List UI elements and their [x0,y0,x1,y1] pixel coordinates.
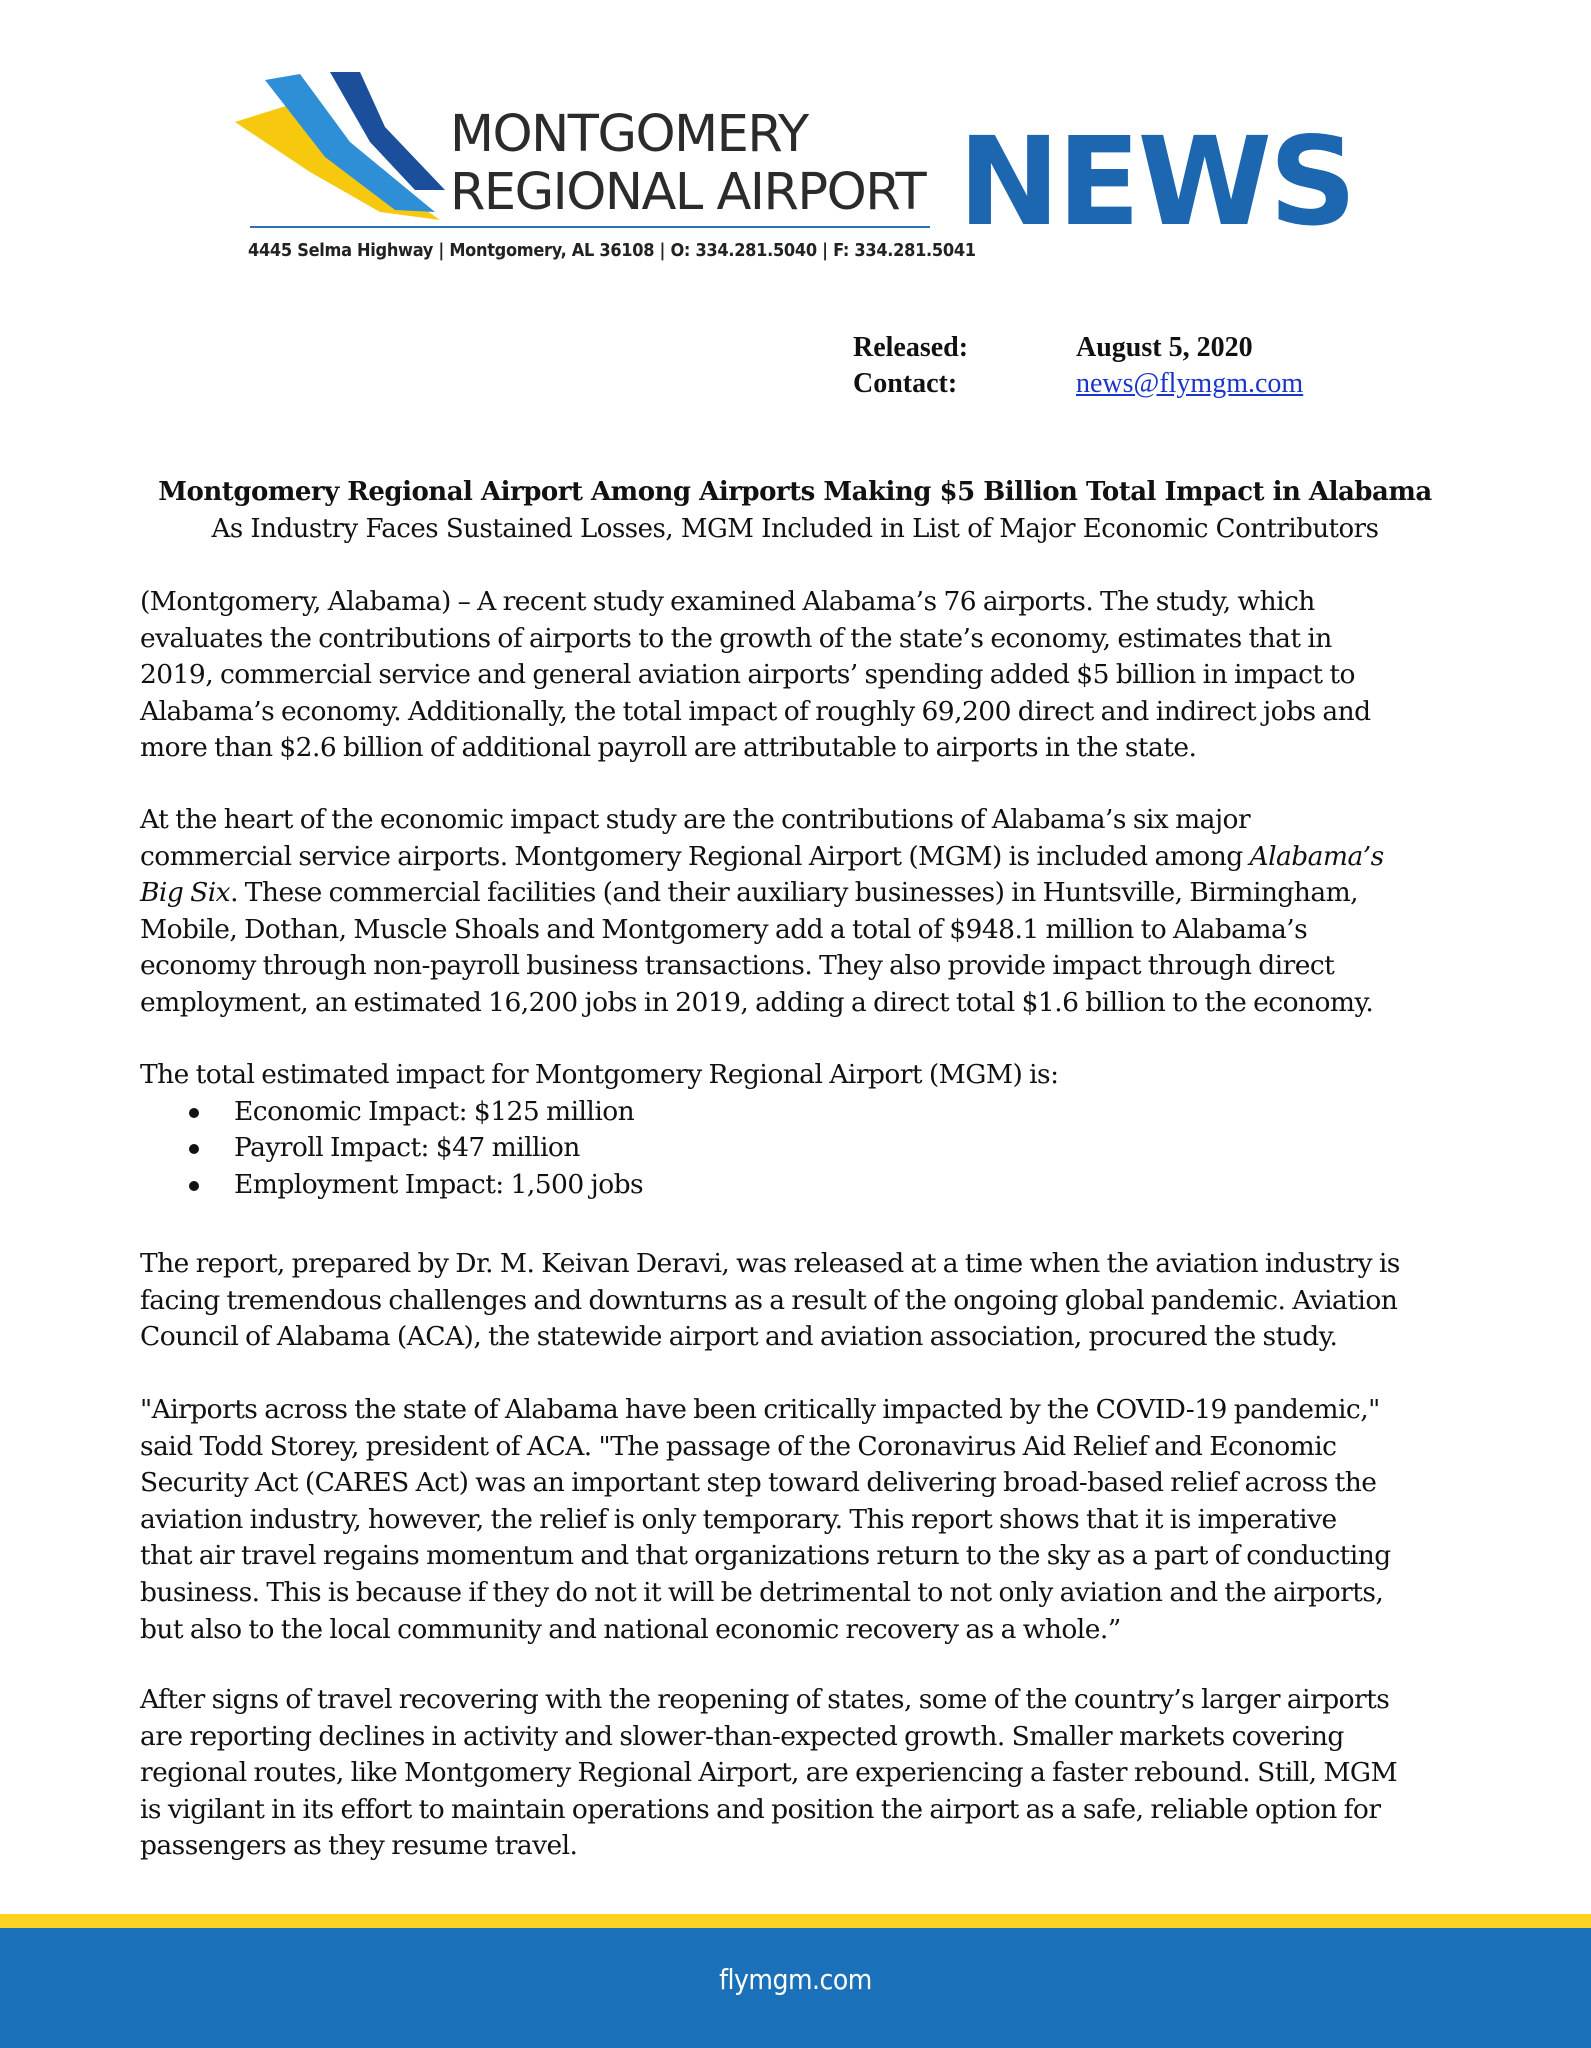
released-row [853,330,1303,366]
list-item [140,1094,1460,1131]
bullet-icon [189,1108,199,1118]
paragraph-big-six [140,802,1460,1022]
text-line: economy through non-payroll business transactions. They also provide impact through direct [140,950,1335,982]
contact-row [853,366,1303,402]
text-line: passengers as they resume travel. [140,1830,578,1862]
organization-name [450,106,940,222]
airport-wing-logo-icon [230,72,455,232]
text-line: facing tremendous challenges and downturns as a result of the ongoing global pandemic. Aviation [140,1284,1398,1316]
bullet-icon [189,1144,199,1154]
italic-text: Alabama’s [1249,840,1384,872]
italic-text: Big Six [140,877,231,909]
contact-email-link[interactable]: news@flymgm.com [1076,368,1304,399]
text-segment: . These commercial facilities (and their auxiliary businesses) in Huntsville, Birmingham, [230,877,1359,909]
text-segment: commercial service airports. Montgomery Regional Airport (MGM) is included among [140,840,1250,872]
text-line: that air travel regains momentum and that organizations return to the sky as a part of conducting [140,1540,1391,1572]
text-line: Council of Alabama (ACA), the statewide airport and aviation association, procured the study. [140,1321,1338,1353]
paragraph-mgm-impact [140,1057,1460,1203]
text-line: aviation industry, however, the relief is only temporary. This report shows that it is imperative [140,1503,1337,1535]
release-info [853,330,1303,402]
organization-name-line-1: MONTGOMERY [450,105,808,164]
text-line: business. This is because if they do not it will be detrimental to not only aviation and the airports, [140,1576,1384,1608]
headline: Montgomery Regional Airport Among Airports Making $5 Billion Total Impact in Alabama [158,477,1432,507]
text-line: Mobile, Dothan, Muscle Shoals and Montgomery add a total of $948.1 million to Alabama’s [140,913,1308,945]
bullet-icon [189,1181,199,1191]
list-item-text: Economic Impact: $125 million [234,1095,635,1127]
letterhead-divider [250,226,930,228]
footer-website-link[interactable]: flymgm.com [719,1963,872,1996]
text-line: regional routes, like Montgomery Regional Airport, are experiencing a faster rebound. Still, MGM [140,1757,1398,1789]
paragraph-recovery [140,1682,1460,1865]
text-line: The report, prepared by Dr. M. Keivan Deravi, was released at a time when the aviation industry is [140,1248,1400,1279]
text-line: are reporting declines in activity and slower-than-expected growth. Smaller markets covering [140,1720,1344,1752]
text-line: employment, an estimated 16,200 jobs in 2019, adding a direct total $1.6 billion to the economy. [140,986,1374,1018]
paragraph-quote [140,1392,1460,1648]
text-line: At the heart of the economic impact study are the contributions of Alabama’s six major [140,804,1251,835]
list-item-text: Employment Impact: 1,500 jobs [234,1168,644,1200]
subheadline: As Industry Faces Sustained Losses, MGM Included in List of Major Economic Contributors [211,514,1379,544]
text-line: more than $2.6 billion of additional payroll are attributable to airports in the state. [140,732,1197,764]
paragraph-intro [140,584,1460,767]
text-line [140,875,1460,912]
text-line: said Todd Storey, president of ACA. "The passage of the Coronavirus Aid Relief and Economic [140,1430,1337,1462]
text-line: evaluates the contributions of airports to the growth of the state’s economy, estimates that in [140,622,1332,654]
contact-label: Contact: [853,368,958,399]
text-line: is vigilant in its effort to maintain operations and position the airport as a safe, reliable option for [140,1793,1381,1825]
list-item [140,1167,1460,1204]
list-item [140,1130,1460,1167]
text-line: (Montgomery, Alabama) – A recent study examined Alabama’s 76 airports. The study, which [140,586,1315,617]
text-line: After signs of travel recovering with the reopening of states, some of the country’s larger airports [140,1684,1390,1715]
paragraph-report [140,1246,1460,1356]
text-line: "Airports across the state of Alabama have been critically impacted by the COVID-19 pandemic," [140,1394,1380,1425]
text-line: but also to the local community and national economic recovery as a whole.” [140,1613,1121,1645]
text-line [140,839,1460,876]
released-date: August 5, 2020 [1076,332,1253,363]
text-line: Alabama’s economy. Additionally, the total impact of roughly 69,200 direct and indirect jobs and [140,695,1371,727]
text-line: 2019, commercial service and general aviation airports’ spending added $5 billion in impact to [140,659,1355,691]
released-label: Released: [853,332,969,363]
list-item-text: Payroll Impact: $47 million [234,1132,580,1164]
address-line: 4445 Selma Highway | Montgomery, AL 36108 | O: 334.281.5040 | F: 334.281.5041 [248,240,976,261]
text-line: Security Act (CARES Act) was an important step toward delivering broad-based relief across the [140,1467,1377,1499]
footer-accent-stripe [0,1914,1591,1928]
news-heading: NEWS [958,111,1354,253]
text-line: The total estimated impact for Montgomery Regional Airport (MGM) is: [140,1059,1059,1090]
organization-name-line-2: REGIONAL AIRPORT [450,163,926,222]
impact-list [140,1094,1460,1204]
